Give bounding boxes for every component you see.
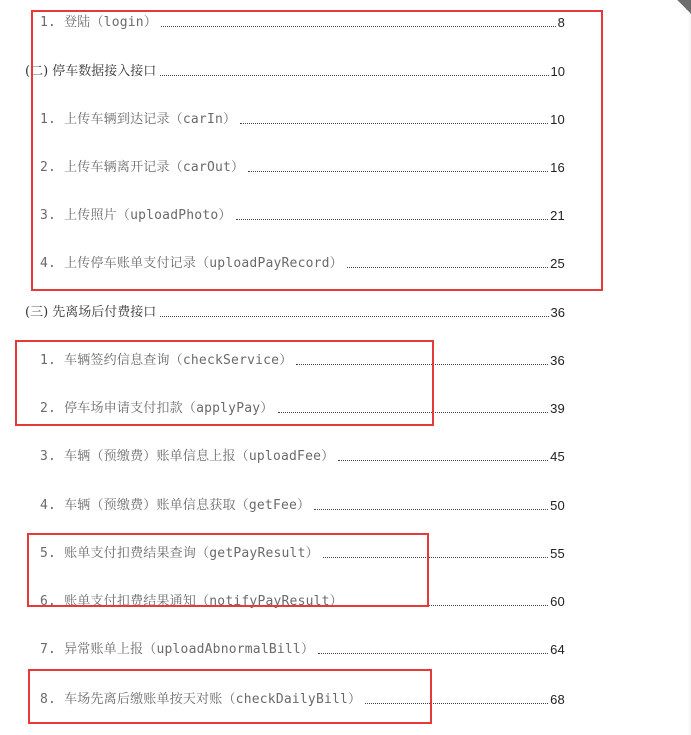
toc-entry-label: 4. 车辆（预缴费）账单信息获取（getFee） <box>40 498 311 513</box>
highlight-box-payresult <box>27 533 429 607</box>
toc-entry-label: 2. 上传车辆离开记录（carOut） <box>40 160 245 175</box>
toc-entry-getfee[interactable] <box>40 492 565 516</box>
toc-entry-label: 4. 上传停车账单支付记录（uploadPayRecord） <box>40 256 343 271</box>
toc-entry-label: 7. 异常账单上报（uploadAbnormalBill） <box>40 642 315 657</box>
toc-page-number: 36 <box>550 353 565 368</box>
toc-page-number: 10 <box>550 64 565 79</box>
highlight-box-checkdailybill <box>28 669 432 724</box>
toc-entry-label: 1. 登陆（login） <box>40 15 158 30</box>
toc-page-number: 68 <box>550 692 565 707</box>
toc-entry-label: 3. 上传照片（uploadPhoto） <box>40 208 232 223</box>
toc-page-number: 50 <box>550 498 565 513</box>
highlight-box-checkservice-applypay <box>15 340 434 426</box>
dot-leader <box>338 460 548 461</box>
toc-entry-label: 8. 车场先离后缴账单按天对账（checkDailyBill） <box>40 692 362 707</box>
dot-leader <box>160 316 548 317</box>
highlight-box-parking-data <box>31 10 603 291</box>
dot-leader <box>318 653 548 654</box>
toc-page-number: 39 <box>550 401 565 416</box>
toc-entry-label: 5. 账单支付扣费结果查询（getPayResult） <box>40 546 319 561</box>
toc-entry-label: 2. 停车场申请支付扣款（applyPay） <box>40 401 274 416</box>
dot-leader <box>314 509 548 510</box>
toc-entry-label: 1. 车辆签约信息查询（checkService） <box>40 353 293 368</box>
toc-page-number: 21 <box>550 208 565 223</box>
toc-page-number: 64 <box>550 642 565 657</box>
toc-page-number: 16 <box>550 160 565 175</box>
toc-section-label: (三) 先离场后付费接口 <box>25 305 157 320</box>
toc-entry-label: 6. 账单支付扣费结果通知（notifyPayResult） <box>40 594 343 609</box>
toc-section-leave-first-pay-later[interactable] <box>25 299 565 323</box>
toc-entry-label: 3. 车辆（预缴费）账单信息上报（uploadFee） <box>40 449 335 464</box>
toc-page-number: 45 <box>550 449 565 464</box>
toc-page-number: 60 <box>550 594 565 609</box>
toc-page-number: 8 <box>557 15 565 30</box>
toc-entry-uploadabnormalbill[interactable] <box>40 636 565 660</box>
toc-page-number: 10 <box>550 112 565 127</box>
toc-page-number: 25 <box>550 256 565 271</box>
toc-page-number: 55 <box>550 546 565 561</box>
toc-page-number: 36 <box>550 305 565 320</box>
toc-section-label: (二) 停车数据接入接口 <box>25 64 157 79</box>
toc-entry-label: 1. 上传车辆到达记录（carIn） <box>40 112 237 127</box>
toc-entry-uploadfee[interactable] <box>40 443 565 467</box>
